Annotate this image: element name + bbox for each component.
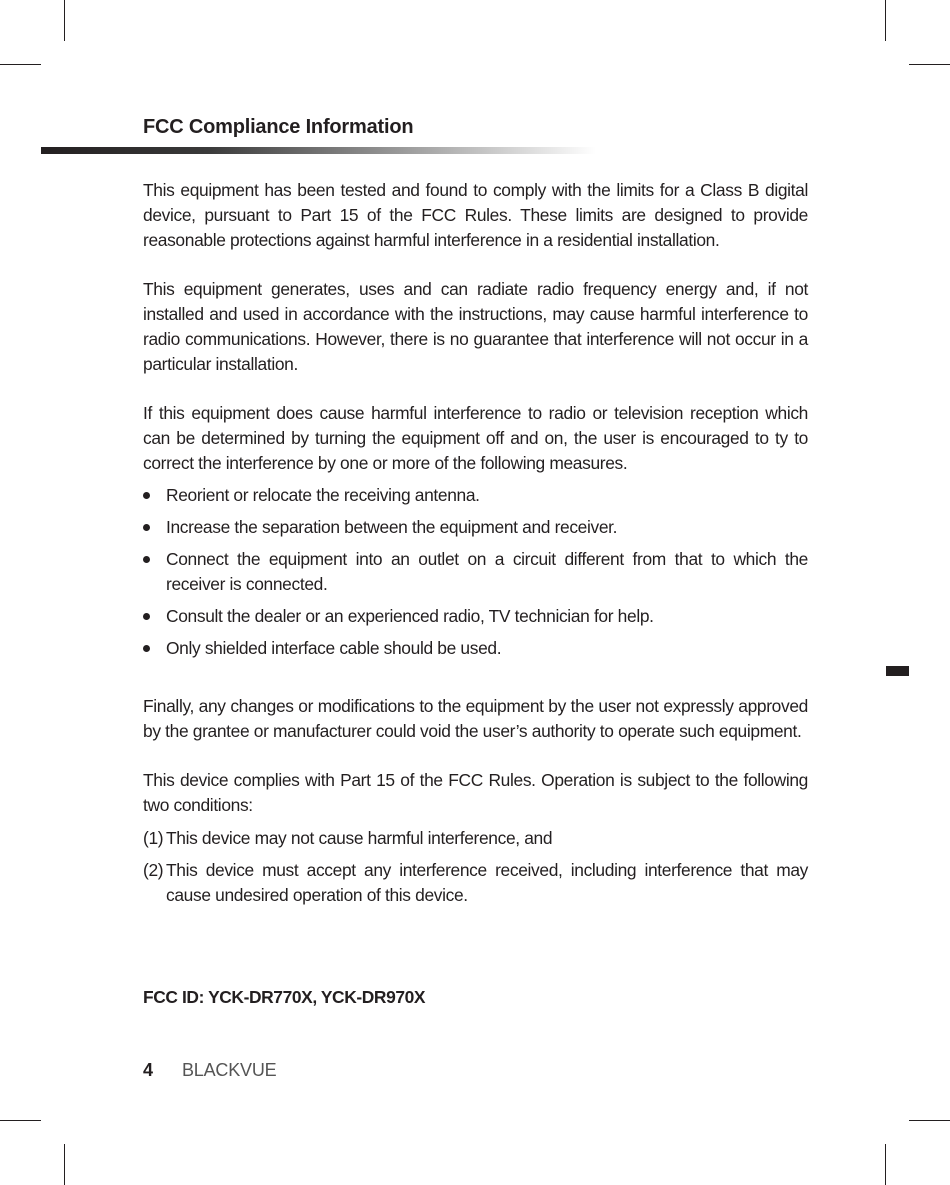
- list-item: [143, 636, 808, 661]
- conditions-list: [143, 826, 808, 908]
- list-item-text: Reorient or relocate the receiving antenna.: [166, 485, 480, 505]
- page-title: FCC Compliance Information: [143, 116, 414, 138]
- bullet-icon: [143, 645, 150, 652]
- list-item-text: Consult the dealer or an experienced radio, TV technician for help.: [166, 606, 654, 626]
- bullet-icon: [143, 613, 150, 620]
- list-item: [143, 547, 808, 597]
- list-item: [143, 483, 808, 508]
- paragraph-part-15-conditions: This device complies with Part 15 of the FCC Rules. Operation is subject to the following two conditions:: [143, 770, 808, 815]
- condition-item: [143, 858, 808, 908]
- title-gradient-rule: [41, 147, 596, 154]
- side-tab-marker: [886, 666, 909, 676]
- crop-mark-bottom-left-horizontal: [0, 1120, 41, 1121]
- fcc-id-label: FCC ID: YCK-DR770X, YCK-DR970X: [143, 987, 426, 1007]
- bullet-icon: [143, 492, 150, 499]
- list-item-text: Connect the equipment into an outlet on a circuit different from that to which the receiver is connected.: [166, 549, 808, 594]
- crop-mark-top-left-vertical: [64, 0, 65, 41]
- bullet-icon: [143, 556, 150, 563]
- paragraph-radio-frequency: This equipment generates, uses and can radiate radio frequency energy and, if not installed and used in accordance with the instructions, may cause harmful interference to radio communications. However, there is no guarantee that interference will not occur in a particular installation.: [143, 279, 808, 374]
- condition-number: (1): [143, 828, 164, 848]
- condition-item: [143, 826, 808, 851]
- crop-mark-top-left-horizontal: [0, 64, 41, 65]
- list-item: [143, 604, 808, 629]
- crop-mark-bottom-right-horizontal: [909, 1120, 950, 1121]
- document-body: [143, 178, 808, 915]
- brand-name: BLACKVUE: [182, 1060, 277, 1080]
- condition-text: This device must accept any interference received, including interference that may cause undesired operation of this device.: [166, 860, 808, 905]
- measures-list: [143, 483, 808, 661]
- list-item: [143, 515, 808, 540]
- list-item-text: Only shielded interface cable should be used.: [166, 638, 502, 658]
- list-item-text: Increase the separation between the equipment and receiver.: [166, 517, 618, 537]
- crop-mark-top-right-horizontal: [909, 64, 950, 65]
- page-footer: [143, 1060, 277, 1081]
- bullet-icon: [143, 524, 150, 531]
- condition-number: (2): [143, 860, 164, 880]
- paragraph-class-b-compliance: This equipment has been tested and found to comply with the limits for a Class B digital device, pursuant to Part 15 of the FCC Rules. These limits are designed to provide reasonable protections against harmful interference in a residential installation.: [143, 180, 808, 250]
- paragraph-modifications-warning: Finally, any changes or modifications to the equipment by the user not expressly approved by the grantee or manufacturer could void the user’s authority to operate such equipment.: [143, 696, 808, 741]
- crop-mark-bottom-right-vertical: [885, 1144, 886, 1185]
- page-number: 4: [143, 1060, 154, 1080]
- condition-text: This device may not cause harmful interference, and: [166, 828, 553, 848]
- crop-mark-top-right-vertical: [885, 0, 886, 41]
- paragraph-interference-measures: If this equipment does cause harmful interference to radio or television reception which can be determined by turning the equipment off and on, the user is encouraged to ty to correct the interference by one or more of the following measures.: [143, 403, 808, 473]
- crop-mark-bottom-left-vertical: [64, 1144, 65, 1185]
